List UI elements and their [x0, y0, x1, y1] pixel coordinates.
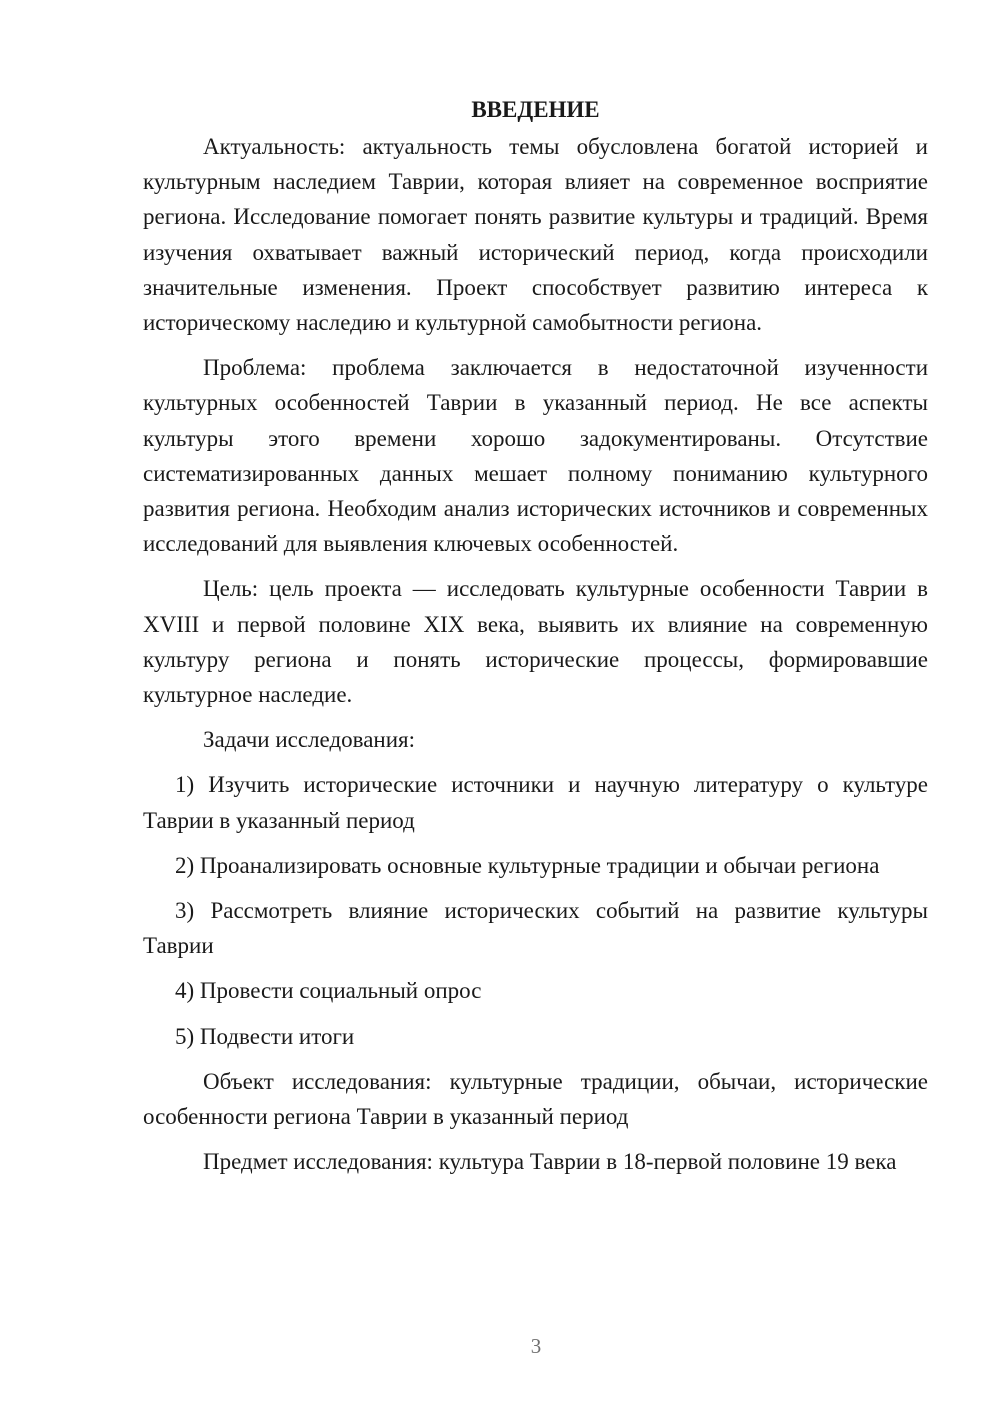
- task-item: 2) Проанализировать основные культурные традиции и обычаи региона: [175, 852, 880, 878]
- document-page: [143, 92, 928, 1189]
- page-number: 3: [530, 1334, 542, 1358]
- tasks-heading: Задачи исследования:: [203, 727, 416, 753]
- task-item: 3) Рассмотреть влияние исторических событий на развитие культуры Таврии: [143, 898, 928, 959]
- page-title: ВВЕДЕНИЕ: [471, 97, 600, 122]
- task-item: 4) Провести социальный опрос: [175, 978, 482, 1004]
- relevance-paragraph: Актуальность: актуальность темы обусловлена богатой историей и культурным наследием Таврии, которая влияет на современное восприятие региона. Исследование помогает понять развитие культуры и традиций. Время изучения охватывает важный исторический период, когда происходили значительные изменения. Проект способствует развитию интереса к историческому наследию и культурной самобытности региона.: [143, 134, 928, 336]
- task-item: 5) Подвести итоги: [175, 1023, 355, 1049]
- subject-paragraph: Предмет исследования: культура Таврии в 18-первой половине 19 века: [203, 1149, 897, 1175]
- object-paragraph: Объект исследования: культурные традиции, обычаи, исторические особенности региона Таврии в указанный период: [143, 1068, 928, 1130]
- task-item: 1) Изучить исторические источники и научную литературу о культуре Таврии в указанный период: [143, 772, 928, 833]
- goal-paragraph: Цель: цель проекта — исследовать культурные особенности Таврии в XVIII и первой половине XIX века, выявить их влияние на современную культуру региона и понять исторические процессы, формировавшие культурное наследие.: [143, 576, 928, 708]
- problem-paragraph: Проблема: проблема заключается в недостаточной изученности культурных особенностей Таврии в указанный период. Не все аспекты культуры этого времени хорошо задокументированы. Отсутствие систематизированных данных мешает полному пониманию культурного развития региона. Необходим анализ исторических источников и современных исследований для выявления ключевых особенностей.: [143, 355, 928, 557]
